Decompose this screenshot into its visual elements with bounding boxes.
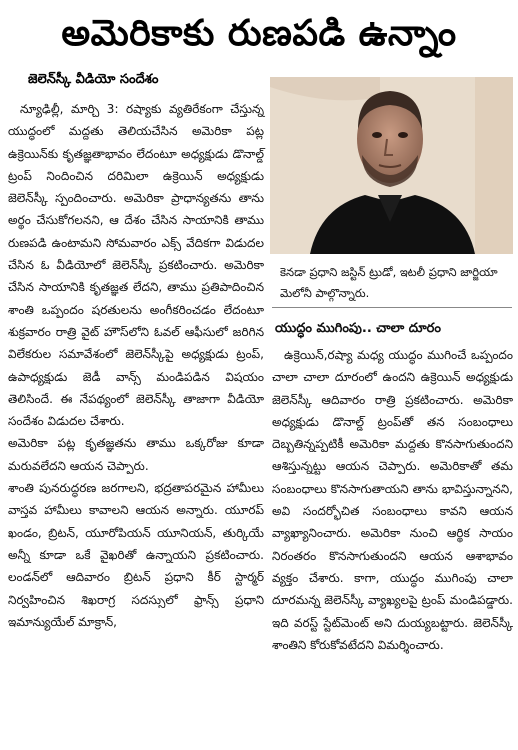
subheadline: జెలెన్‌స్కీ వీడియో సందేశం	[28, 72, 159, 87]
headline: అమెరికాకు రుణపడి ఉన్నాం	[61, 13, 457, 54]
photo-caption: కెనడా ప్రధాని జస్టిన్ ట్రుడో, ఇటలీ ప్రధాని జార్జియా మెలోనీ పాల్గొన్నారు.	[280, 265, 498, 300]
section-divider	[272, 307, 512, 308]
paragraph: శాంతి పునరుద్ధరణ జరగాలని, భద్రతాపరమైన హామీలు వాస్తవ హామీలు కావాలని ఆయన అన్నారు. యూరప్ ఖండం, బ్రిటన్, యూరోపియన్ యూనియన్, తుర్కియే అన్నీ కూడా ఒకే వైఖరితో ఉన్నాయని ప్రకటించారు. లండన్‌లో ఆదివారం బ్రిటన్ ప్రధాని కీర్ స్టార్మర్ నిర్వహించిన శిఖరాగ్ర సదస్సులో ఫ్రాన్స్ ప్రధాని ఇమాన్యుయేల్ మాక్రాన్,	[8, 481, 264, 629]
right-column	[272, 344, 513, 656]
paragraph: ఉక్రెయిన్,రష్యా మధ్య యుద్ధం ముగించే ఒప్పందం చాలా చాలా దూరంలో ఉందని ఉక్రెయిన్ అధ్యక్షుడు జెలెన్‌స్కీ ఆదివారం రాత్రి ప్రకటించారు. అమెరికా అధ్యక్షుడు డొనాల్డ్ ట్రంప్‌తో తన సంబంధాలు దెబ్బతిన్నప్పటికీ అమెరికా మద్దతు కొనసాగుతుందని ఆశిస్తున్నట్టు ఆయన చెప్పారు. అమెరికాతో తమ సంబంధాలు కొనసాగుతాయని తాను భావిస్తున్నానని, అవి సందర్భోచిత సంబంధాలు కావని ఆయన వ్యాఖ్యానించారు. అమెరికా నుంచి ఆర్థిక సాయం నిరంతరం కొనసాగుతుందని ఆయన ఆశాభావం వ్యక్తం చేశారు. కాగా, యుద్ధం ముగింపు చాలా దూరమన్న జెలెన్‌స్కీ వ్యాఖ్యలపై ట్రంప్ మండిపడ్డారు. ఇది వరస్ట్ స్టేట్‌మెంట్ అని దుయ్యబట్టారు. జెలెన్‌స్కీ శాంతిని కోరుకోవటేదని విమర్శించారు.	[272, 348, 513, 652]
left-column	[8, 98, 264, 633]
portrait-photo	[270, 77, 513, 254]
paragraph: అమెరికా పట్ల కృతజ్ఞతను తాము ఒక్కరోజు కూడా మరువలేదని ఆయన చెప్పారు.	[8, 436, 264, 473]
section-heading: యుద్ధం ముగింపు.. చాలా దూరం	[275, 321, 441, 336]
paragraph: న్యూఢిల్లీ, మార్చి 3: రష్యాకు వ్యతిరేకంగా చేస్తున్న యుద్ధంలో మద్దతు తెలియచేసిన అమెరికా పట్ల ఉక్రెయిన్‌కు కృతజ్ఞతాభావం లేదంటూ అధ్యక్షుడు డొనాల్డ్ ట్రంప్ నిందించిన దరిమిలా ఉక్రెయిన్ అధ్యక్షుడు జెలెన్‌స్కీ స్పందించారు. అమెరికా ప్రాధాన్యతను తాను అర్థం చేసుకోగలనని, ఆ దేశం చేసిన సాయానికి తాము రుణపడి ఉంటామని సోమవారం ఎక్స్ వేదికగా విడుదల చేసిన ఓ వీడియోలో జెలెన్‌స్కీ ప్రకటించారు. అమెరికా చేసిన సాయానికి కృతజ్ఞత లేదని, తాము ప్రతిపాదించిన శాంతి ఒప్పందం షరతులను అంగీకరించడం లేదంటూ శుక్రవారం రాత్రి వైట్ హౌస్‌లోని ఓవల్ ఆఫీసులో జరిగిన విలేకరుల సమావేశంలో జెలెన్‌స్కీపై అధ్యక్షుడు ట్రంప్, ఉపాధ్యక్షుడు జెడీ వాన్స్ మండిపడిన విషయం తెలిసిందే. ఈ నేపథ్యంలో జెలెన్‌స్కీ తాజాగా వీడియో సందేశం విడుదల చేశారు.	[8, 102, 264, 429]
